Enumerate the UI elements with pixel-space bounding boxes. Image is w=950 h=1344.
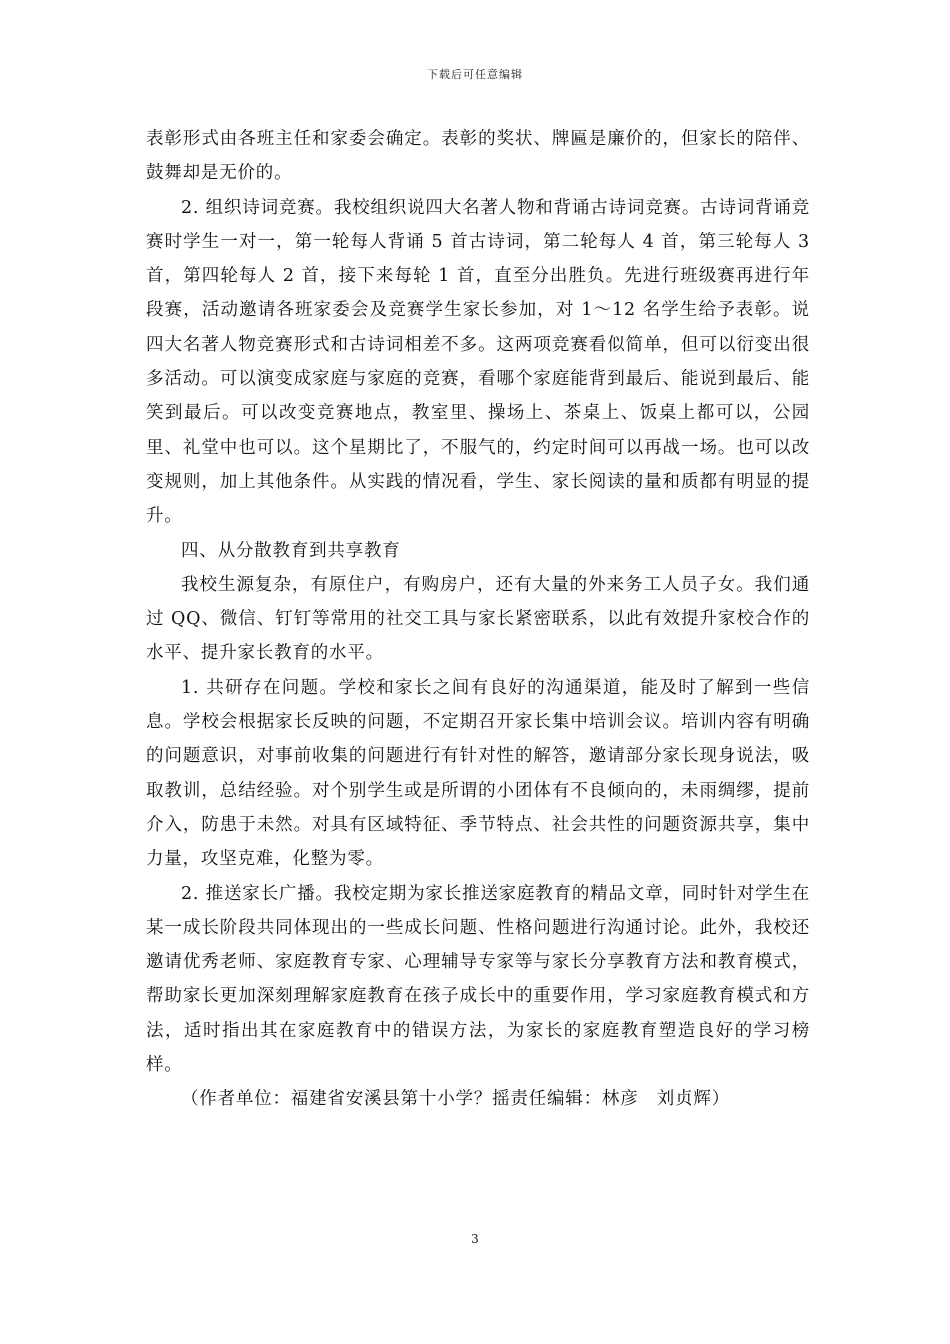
paragraph-joint-research: 1. 共研存在问题。学校和家长之间有良好的沟通渠道，能及时了解到一些信息。学校会根据家长反映的问题，不定期召开家长集中培训会议。培训内容有明确的问题意识，对事前收集的问题进行有针对性的解答，邀请部分家长现身说法，吸取教训，总结经验。对个别学生或是所谓的小团体有不良倾向的，未雨绸缪，提前介入，防患于未然。对具有区域特征、季节特点、社会共性的问题资源共享，集中力量，攻坚克难，化整为零。 bbox=[146, 677, 810, 870]
section-heading-shared-education: 四、从分散教育到共享教育 bbox=[181, 540, 401, 561]
page-header: 下载后可任意编辑 bbox=[427, 68, 523, 81]
paragraph-poetry-competition: 2. 组织诗词竞赛。我校组织说四大名著人物和背诵古诗词竞赛。古诗词背诵竞赛时学生一对一，第一轮每人背诵 5 首古诗词，第二轮每人 4 首，第三轮每人 3 首，第四轮每人 2 首，接下来每轮 1 首，直至分出胜负。先进行班级赛再进行年段赛，活动邀请各班家委会及竞赛学生家长参加，对 1～12 名学生给予表彰。说四大名著人物竞赛形式和古诗词相差不多。这两项竞赛看似简单，但可以衍变出很多活动。可以演变成家庭与家庭的竞赛，看哪个家庭能背到最后、能说到最后、能笑到最后。可以改变竞赛地点，教室里、操场上、茶桌上、饭桌上都可以，公园里、礼堂中也可以。这个星期比了，不服气的，约定时间可以再战一场。也可以改变规则，加上其他条件。从实践的情况看，学生、家长阅读的量和质都有明显的提升。 bbox=[146, 197, 810, 527]
author-affiliation: （作者单位：福建省安溪县第十小学？摇责任编辑：林彦 刘贞辉） bbox=[181, 1089, 730, 1110]
document-body bbox=[146, 122, 810, 1117]
paragraph-award-continuation: 表彰形式由各班主任和家委会确定。表彰的奖状、牌匾是廉价的，但家长的陪伴、鼓舞却是无价的。 bbox=[146, 129, 810, 184]
paragraph-student-sources: 我校生源复杂，有原住户，有购房户，还有大量的外来务工人员子女。我们通过 QQ、微信、钉钉等常用的社交工具与家长紧密联系，以此有效提升家校合作的水平、提升家长教育的水平。 bbox=[146, 574, 810, 664]
page-number: 3 bbox=[471, 1232, 479, 1246]
paragraph-parent-broadcast: 2. 推送家长广播。我校定期为家长推送家庭教育的精品文章，同时针对学生在某一成长阶段共同体现出的一些成长问题、性格问题进行沟通讨论。此外，我校还邀请优秀老师、家庭教育专家、心理辅导专家等与家长分享教育方法和教育模式，帮助家长更加深刻理解家庭教育在孩子成长中的重要作用，学习家庭教育模式和方法，适时指出其在家庭教育中的错误方法，为家长的家庭教育塑造良好的学习榜样。 bbox=[146, 883, 810, 1076]
